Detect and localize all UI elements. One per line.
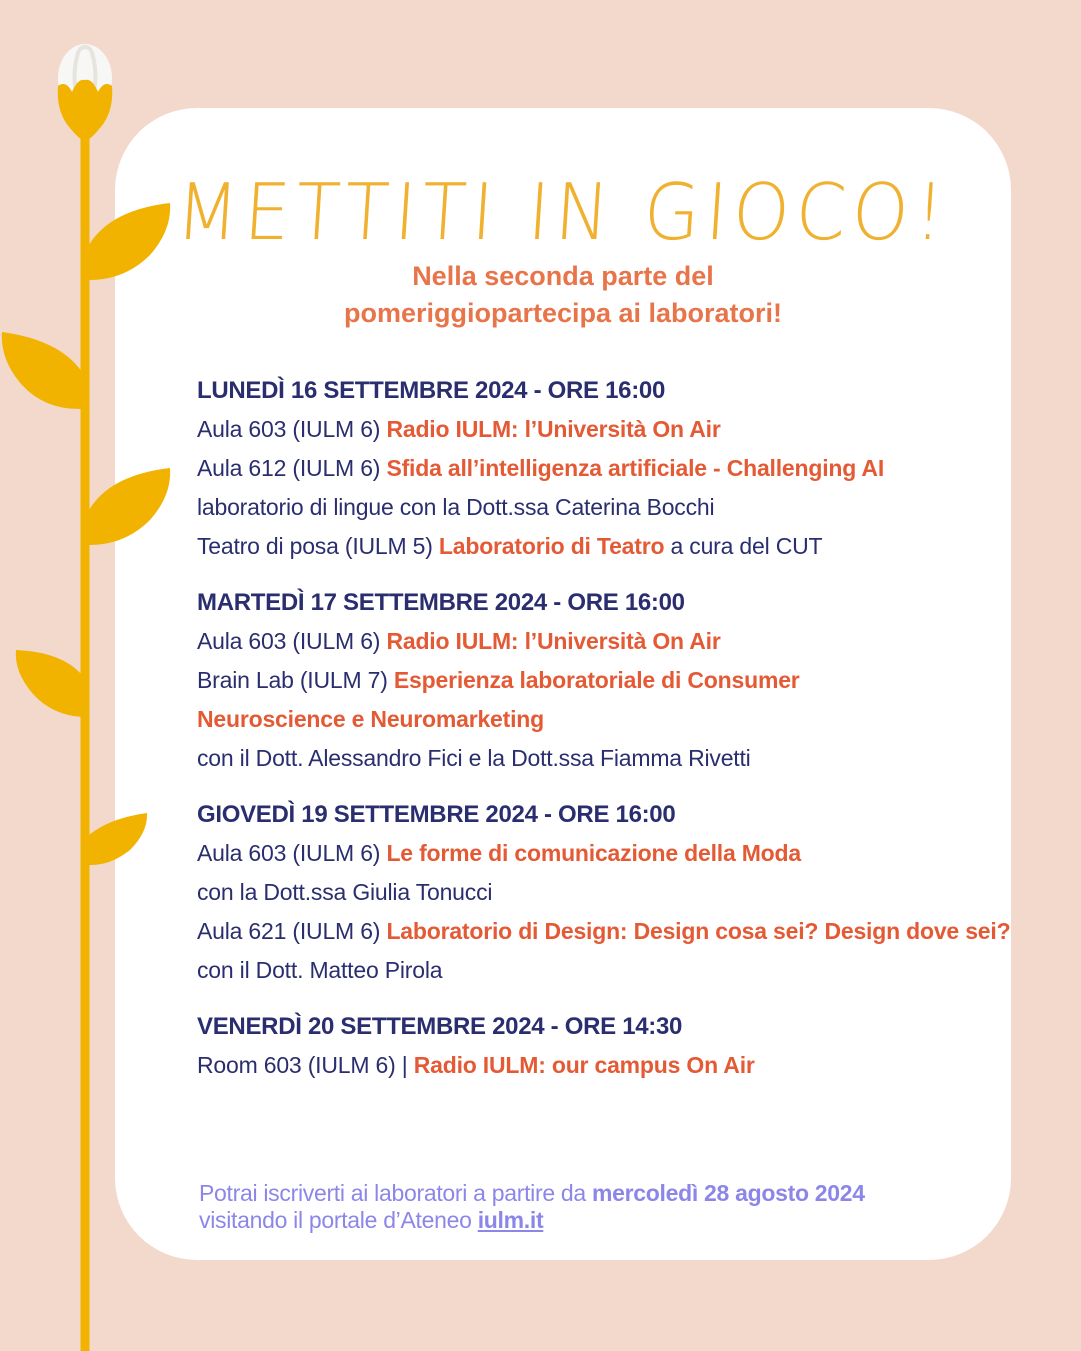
- footer-text: visitando il portale d’Ateneo: [199, 1207, 478, 1233]
- subtitle-line-2: pomeriggiopartecipa ai laboratori!: [343, 298, 783, 328]
- day-heading: MARTEDÌ 17 SETTEMBRE 2024 - ORE 16:00: [197, 589, 685, 616]
- subtitle: [115, 258, 1011, 332]
- event-title: Esperienza laboratoriale di Consumer: [393, 667, 800, 693]
- page-title: METTITI IN GIOCO!: [173, 166, 953, 258]
- event-line: [197, 622, 997, 661]
- event-location: con la Dott.ssa Giulia Tonucci: [197, 879, 493, 905]
- event-line: [197, 661, 997, 700]
- event-line: [197, 1046, 997, 1085]
- event-location: Room 603 (IULM 6) |: [197, 1052, 414, 1078]
- day-heading: VENERDÌ 20 SETTEMBRE 2024 - ORE 14:30: [197, 1013, 683, 1040]
- registration-date: mercoledì 28 agosto 2024: [592, 1180, 865, 1206]
- event-location: laboratorio di lingue con la Dott.ssa Caterina Bocchi: [197, 494, 715, 520]
- event-location: Aula 612 (IULM 6): [197, 455, 387, 481]
- event-title: Laboratorio di Teatro: [438, 533, 665, 559]
- content-card: [115, 108, 1011, 1260]
- event-title: Radio IULM: our campus On Air: [413, 1052, 755, 1078]
- event-location: Brain Lab (IULM 7): [197, 667, 394, 693]
- day-tuesday: [197, 583, 997, 778]
- event-line: [197, 951, 997, 990]
- event-location: Aula 603 (IULM 6): [197, 416, 387, 442]
- event-title: Radio IULM: l’Università On Air: [386, 628, 721, 654]
- event-location: Aula 603 (IULM 6): [197, 840, 387, 866]
- event-note: a cura del CUT: [664, 533, 823, 559]
- event-line: [197, 912, 1011, 951]
- event-location: con il Dott. Matteo Pirola: [197, 957, 443, 983]
- event-location: con il Dott. Alessandro Fici e la Dott.ssa Fiamma Rivetti: [197, 745, 751, 771]
- event-line: [197, 873, 997, 912]
- registration-note: [199, 1180, 865, 1234]
- event-line: [197, 449, 997, 488]
- event-location: Aula 603 (IULM 6): [197, 628, 387, 654]
- event-line: [197, 488, 997, 527]
- day-heading: LUNEDÌ 16 SETTEMBRE 2024 - ORE 16:00: [197, 377, 666, 404]
- flower-plant-icon: [0, 0, 200, 1351]
- day-friday: [197, 1007, 997, 1085]
- event-line: [197, 527, 997, 566]
- event-title: Radio IULM: l’Università On Air: [386, 416, 721, 442]
- iulm-link[interactable]: iulm.it: [477, 1207, 544, 1233]
- day-monday: [197, 371, 997, 566]
- event-title: Sfida all’intelligenza artificiale - Challenging AI: [386, 455, 885, 481]
- event-line: [197, 410, 997, 449]
- footer-line-2: [199, 1207, 865, 1234]
- event-line: [197, 834, 997, 873]
- day-thursday: [197, 795, 1011, 990]
- footer-line-1: [199, 1180, 865, 1207]
- event-location: Teatro di posa (IULM 5): [197, 533, 439, 559]
- schedule: [197, 371, 1011, 1102]
- event-title: Le forme di comunicazione della Moda: [386, 840, 801, 866]
- subtitle-line-1: Nella seconda parte del: [412, 261, 714, 291]
- day-heading: GIOVEDÌ 19 SETTEMBRE 2024 - ORE 16:00: [197, 801, 676, 828]
- event-line: [197, 739, 997, 778]
- event-title: Neuroscience e Neuromarketing: [197, 706, 544, 732]
- event-title: Laboratorio di Design: Design cosa sei? Design dove sei?: [386, 918, 1011, 944]
- event-line: [197, 700, 997, 739]
- footer-text: Potrai iscriverti ai laboratori a partire da: [199, 1180, 592, 1206]
- event-location: Aula 621 (IULM 6): [197, 918, 387, 944]
